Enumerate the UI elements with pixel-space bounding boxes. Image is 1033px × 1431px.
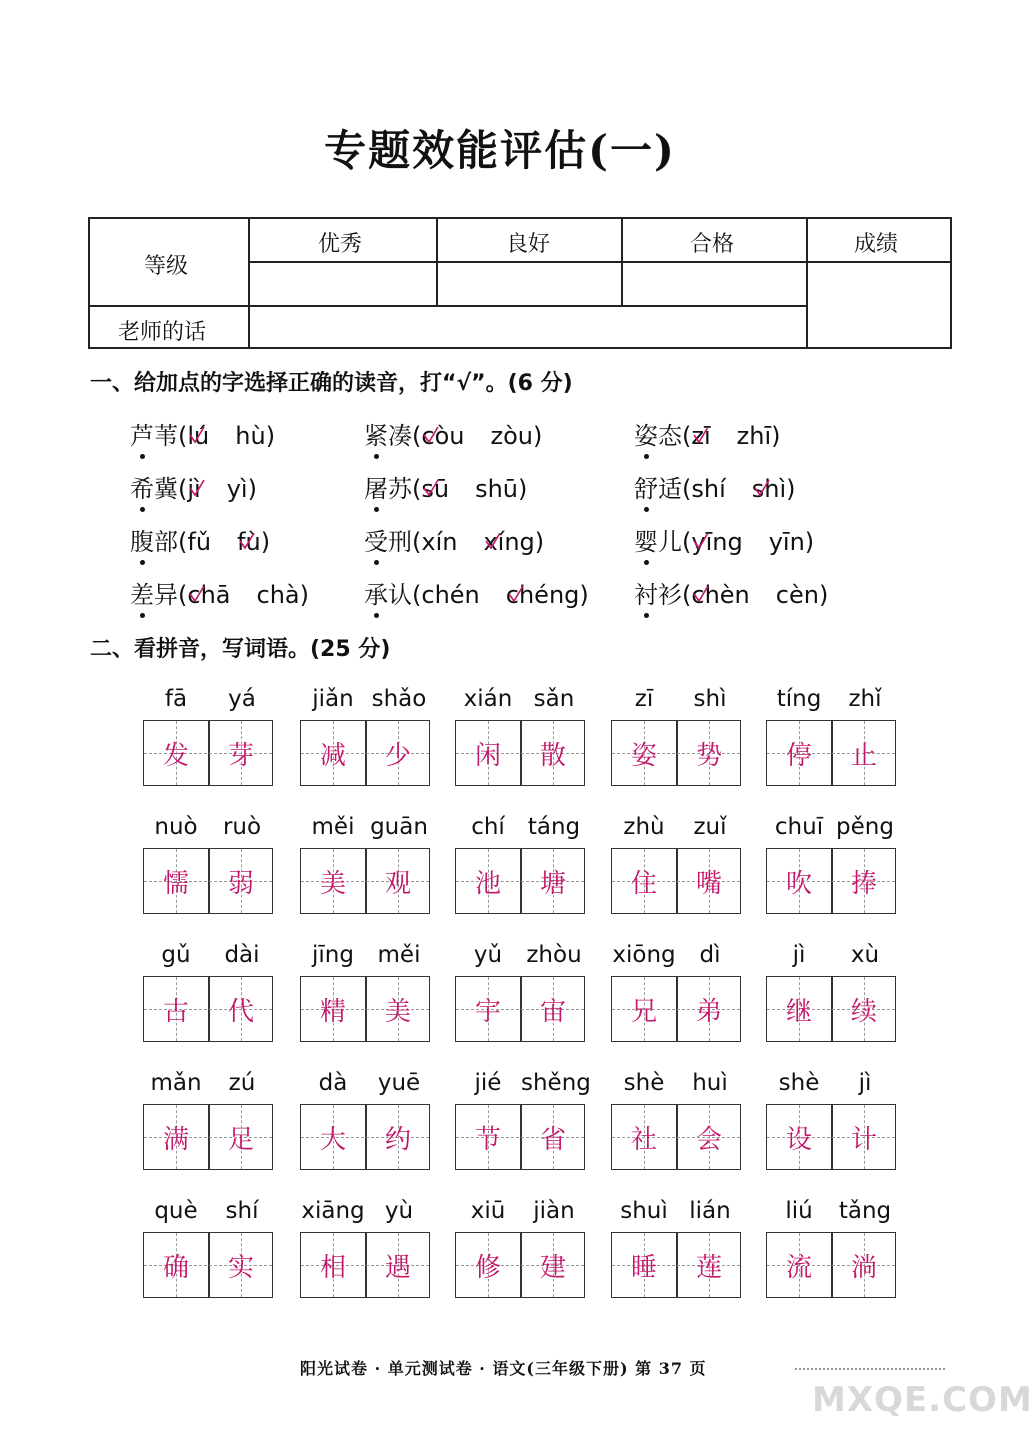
- pinyin-word-group: [300, 814, 432, 928]
- paren-open: (: [178, 528, 188, 556]
- writing-box[interactable]: [455, 848, 585, 914]
- pron-option[interactable]: còu: [421, 422, 465, 450]
- paren-open: (: [178, 422, 188, 450]
- pron-item: [634, 469, 796, 504]
- section1-heading: 一、给加点的字选择正确的读音，打“√”。(6 分): [90, 371, 573, 396]
- pinyin-label: shì: [693, 686, 727, 712]
- section2-heading: 二、看拼音，写词语。(25 分): [90, 637, 391, 662]
- footer-divider: [795, 1368, 945, 1370]
- answer-character: 满: [162, 1125, 189, 1155]
- pron-word: 希冀: [130, 475, 178, 503]
- answer-character: 塘: [539, 869, 566, 899]
- answer-character: 美: [384, 997, 411, 1027]
- pron-option[interactable]: chéng: [505, 581, 580, 609]
- answer-character: 建: [539, 1253, 566, 1283]
- answer-character: 确: [162, 1253, 189, 1283]
- check-mark-icon: [239, 532, 255, 550]
- answer-character: 嘴: [695, 869, 722, 899]
- pinyin-label: táng: [527, 814, 581, 840]
- answer-character: 住: [630, 869, 657, 899]
- header-pass: 合格: [690, 232, 735, 257]
- pinyin-label: jié: [474, 1070, 502, 1096]
- writing-box[interactable]: [300, 976, 430, 1042]
- emphasis-dot: [140, 454, 145, 459]
- writing-box[interactable]: [143, 720, 273, 786]
- answer-character: 观: [384, 869, 411, 899]
- pinyin-label: zhù: [623, 814, 665, 840]
- pinyin-word-group: [766, 1198, 898, 1312]
- answer-character: 捧: [850, 869, 877, 899]
- pron-option[interactable]: shì: [751, 475, 787, 503]
- pinyin-label: huì: [692, 1070, 728, 1096]
- pron-item: [634, 575, 828, 610]
- pinyin-label: pěng: [836, 814, 894, 840]
- paren-open: (: [412, 475, 422, 503]
- emphasis-dot: [140, 560, 145, 565]
- pinyin-label: zī: [634, 686, 654, 712]
- writing-box[interactable]: [611, 976, 741, 1042]
- pron-item: [634, 522, 814, 557]
- emphasis-dot: [374, 507, 379, 512]
- pron-option[interactable]: yì: [226, 475, 248, 503]
- pinyin-word-group: [766, 942, 898, 1056]
- paren-open: (: [178, 581, 188, 609]
- pinyin-word-group: [455, 1070, 591, 1184]
- pinyin-label: xiōng: [612, 942, 676, 968]
- answer-character: 势: [695, 741, 722, 771]
- answer-character: 相: [319, 1253, 346, 1283]
- pinyin-word-group: [143, 1198, 275, 1312]
- answer-character: 古: [162, 997, 189, 1027]
- paren-close: ): [247, 475, 257, 503]
- pinyin-word-group: [455, 1198, 587, 1312]
- answer-character: 减: [319, 741, 346, 771]
- check-mark-icon: [485, 532, 501, 550]
- writing-box[interactable]: [766, 976, 896, 1042]
- writing-box[interactable]: [455, 720, 585, 786]
- pinyin-word-group: [300, 942, 432, 1056]
- answer-character: 止: [850, 741, 877, 771]
- answer-character: 修: [474, 1253, 501, 1283]
- pinyin-label: shuì: [620, 1198, 668, 1224]
- answer-character: 兄: [630, 997, 657, 1027]
- writing-box[interactable]: [766, 1104, 896, 1170]
- pinyin-label: jīng: [312, 942, 354, 968]
- grade-label: 等级: [144, 254, 189, 279]
- paren-close: ): [534, 528, 545, 556]
- emphasis-dot: [374, 613, 379, 618]
- paren-close: ): [771, 422, 781, 450]
- pinyin-label: yǔ: [473, 942, 503, 968]
- pinyin-label: yá: [228, 686, 256, 712]
- pron-option[interactable]: xín: [421, 528, 458, 556]
- pinyin-label: chí: [471, 814, 505, 840]
- pron-option[interactable]: chén: [421, 581, 480, 609]
- answer-character: 代: [227, 997, 254, 1027]
- check-mark-icon: [693, 585, 709, 603]
- writing-box[interactable]: [611, 848, 741, 914]
- pinyin-label: xián: [463, 686, 513, 712]
- writing-box[interactable]: [611, 720, 741, 786]
- pron-item: [364, 416, 542, 451]
- answer-character: 省: [539, 1125, 566, 1155]
- pinyin-label: lián: [689, 1198, 731, 1224]
- pron-word: 腹部: [130, 528, 178, 556]
- emphasis-dot: [644, 560, 649, 565]
- pinyin-label: shěng: [521, 1070, 591, 1096]
- paren-close: ): [265, 422, 276, 450]
- pinyin-label: dài: [224, 942, 260, 968]
- writing-box[interactable]: [455, 976, 585, 1042]
- teacher-comment-label: 老师的话: [118, 320, 207, 345]
- check-mark-icon: [754, 479, 770, 497]
- pinyin-word-group: [300, 1198, 432, 1312]
- emphasis-dot: [644, 507, 649, 512]
- answer-character: 精: [319, 997, 346, 1027]
- pinyin-label: tǎng: [838, 1198, 892, 1224]
- answer-character: 懦: [162, 869, 189, 899]
- pinyin-label: jì: [792, 942, 806, 968]
- answer-character: 社: [630, 1125, 657, 1155]
- answer-character: 池: [474, 869, 501, 899]
- pinyin-label: xù: [850, 942, 880, 968]
- answer-character: 散: [539, 741, 566, 771]
- writing-box[interactable]: [455, 1232, 585, 1298]
- pron-option[interactable]: cèn: [775, 581, 819, 609]
- pron-item: [130, 575, 309, 610]
- writing-box[interactable]: [766, 720, 896, 786]
- pinyin-word-group: [611, 1198, 743, 1312]
- pron-item: [130, 416, 275, 451]
- answer-character: 姿: [630, 741, 657, 771]
- pinyin-label: měi: [311, 814, 355, 840]
- answer-character: 约: [384, 1125, 411, 1155]
- pinyin-label: liú: [785, 1198, 813, 1224]
- answer-character: 吹: [785, 869, 812, 899]
- answer-character: 停: [785, 741, 812, 771]
- pron-option[interactable]: yīn: [768, 528, 805, 556]
- paren-open: (: [412, 581, 422, 609]
- check-mark-icon: [693, 426, 709, 444]
- answer-character: 流: [785, 1253, 812, 1283]
- answer-character: 莲: [695, 1253, 722, 1283]
- pron-option[interactable]: yīng: [691, 528, 743, 556]
- paren-close: ): [260, 528, 271, 556]
- pron-word: 衬衫: [634, 581, 682, 609]
- pinyin-label: měi: [377, 942, 421, 968]
- answer-character: 计: [850, 1125, 877, 1155]
- pinyin-label: shè: [778, 1070, 820, 1096]
- pinyin-word-group: [611, 942, 743, 1056]
- pinyin-label: fā: [164, 686, 188, 712]
- answer-character: 少: [384, 741, 411, 771]
- writing-box[interactable]: [611, 1104, 741, 1170]
- pinyin-label: zhǐ: [848, 686, 882, 712]
- check-mark-icon: [423, 479, 439, 497]
- answer-character: 宇: [474, 997, 501, 1027]
- pinyin-label: guān: [370, 814, 428, 840]
- pinyin-label: dà: [318, 1070, 348, 1096]
- pinyin-label: jì: [858, 1070, 872, 1096]
- writing-box[interactable]: [300, 1104, 430, 1170]
- grade-table: [88, 217, 952, 349]
- paren-open: (: [682, 528, 692, 556]
- pinyin-label: yù: [384, 1198, 414, 1224]
- pinyin-word-group: [143, 814, 275, 928]
- pinyin-word-group: [455, 942, 587, 1056]
- emphasis-dot: [644, 454, 649, 459]
- answer-character: 弟: [695, 997, 722, 1027]
- pron-option[interactable]: sū: [421, 475, 450, 503]
- writing-box[interactable]: [611, 1232, 741, 1298]
- pron-word: 屠苏: [364, 475, 412, 503]
- answer-character: 会: [695, 1125, 722, 1155]
- answer-character: 续: [850, 997, 877, 1027]
- answer-character: 发: [162, 741, 189, 771]
- pinyin-label: xiāng: [301, 1198, 365, 1224]
- paren-close: ): [299, 581, 309, 609]
- pinyin-label: mǎn: [150, 1070, 202, 1096]
- writing-box[interactable]: [300, 848, 430, 914]
- pron-word: 芦苇: [130, 422, 178, 450]
- answer-character: 大: [319, 1125, 346, 1155]
- answer-character: 弱: [227, 869, 254, 899]
- paren-close: ): [818, 581, 829, 609]
- writing-box[interactable]: [143, 976, 273, 1042]
- pron-option[interactable]: shí: [691, 475, 726, 503]
- watermark: MXQE.COM: [812, 1380, 1033, 1420]
- pron-option[interactable]: zī: [691, 422, 711, 450]
- check-mark-icon: [423, 426, 439, 444]
- pinyin-word-group: [611, 1070, 743, 1184]
- pinyin-label: gǔ: [161, 942, 191, 968]
- writing-box[interactable]: [455, 1104, 585, 1170]
- answer-character: 闲: [474, 741, 501, 771]
- pinyin-word-group: [766, 686, 898, 800]
- paren-open: (: [412, 422, 422, 450]
- answer-character: 实: [227, 1253, 254, 1283]
- pinyin-label: zhòu: [526, 942, 582, 968]
- writing-box[interactable]: [300, 1232, 430, 1298]
- answer-character: 芽: [227, 741, 254, 771]
- writing-box[interactable]: [300, 720, 430, 786]
- pron-option[interactable]: hù: [235, 422, 266, 450]
- pinyin-word-group: [143, 686, 275, 800]
- paren-close: ): [579, 581, 589, 609]
- pron-word: 差异: [130, 581, 178, 609]
- emphasis-dot: [374, 454, 379, 459]
- pron-word: 婴儿: [634, 528, 682, 556]
- check-mark-icon: [508, 585, 524, 603]
- writing-box[interactable]: [143, 1232, 273, 1298]
- paren-open: (: [682, 581, 692, 609]
- pron-word: 姿态: [634, 422, 682, 450]
- pinyin-label: sǎn: [533, 686, 575, 712]
- pinyin-label: jiàn: [533, 1198, 575, 1224]
- emphasis-dot: [140, 507, 145, 512]
- paren-open: (: [178, 475, 188, 503]
- pinyin-label: tíng: [776, 686, 822, 712]
- answer-character: 节: [474, 1125, 501, 1155]
- writing-box[interactable]: [143, 1104, 273, 1170]
- pron-item: [130, 469, 257, 504]
- pron-option[interactable]: zhī: [736, 422, 772, 450]
- pinyin-label: què: [154, 1198, 198, 1224]
- pinyin-word-group: [300, 1070, 432, 1184]
- emphasis-dot: [374, 560, 379, 565]
- answer-character: 淌: [850, 1253, 877, 1283]
- answer-character: 足: [227, 1125, 254, 1155]
- pinyin-word-group: [766, 1070, 898, 1184]
- pron-word: 紧凑: [364, 422, 412, 450]
- paren-close: ): [786, 475, 796, 503]
- paren-open: (: [682, 422, 692, 450]
- pron-option[interactable]: zòu: [490, 422, 533, 450]
- header-excellent: 优秀: [318, 232, 363, 257]
- pinyin-label: dì: [699, 942, 721, 968]
- pinyin-label: chuī: [774, 814, 824, 840]
- paren-open: (: [412, 528, 422, 556]
- answer-character: 美: [319, 869, 346, 899]
- pinyin-label: yuē: [377, 1070, 421, 1096]
- answer-character: 睡: [630, 1253, 657, 1283]
- header-good: 良好: [506, 232, 551, 257]
- check-mark-icon: [693, 532, 709, 550]
- pinyin-word-group: [143, 942, 275, 1056]
- pron-item: [364, 469, 527, 504]
- writing-box[interactable]: [143, 848, 273, 914]
- answer-character: 设: [785, 1125, 812, 1155]
- pron-option[interactable]: chā: [187, 581, 231, 609]
- pron-option[interactable]: fù: [237, 528, 261, 556]
- answer-character: 遇: [384, 1253, 411, 1283]
- pinyin-label: shí: [225, 1198, 259, 1224]
- paren-close: ): [532, 422, 543, 450]
- pinyin-label: zuǐ: [693, 814, 727, 840]
- pron-option[interactable]: fǔ: [187, 528, 212, 556]
- pron-option[interactable]: shū: [475, 475, 519, 503]
- pron-item: [364, 522, 544, 557]
- pinyin-word-group: [143, 1070, 275, 1184]
- answer-character: 宙: [539, 997, 566, 1027]
- pron-option[interactable]: lú: [187, 422, 210, 450]
- pinyin-word-group: [455, 814, 587, 928]
- emphasis-dot: [644, 613, 649, 618]
- pron-item: [634, 416, 781, 451]
- pinyin-word-group: [455, 686, 587, 800]
- answer-character: 继: [785, 997, 812, 1027]
- pinyin-label: jiǎn: [312, 686, 354, 712]
- paren-close: ): [804, 528, 815, 556]
- pinyin-label: shè: [623, 1070, 665, 1096]
- pinyin-label: nuò: [154, 814, 198, 840]
- footer-text: 阳光试卷 · 单元测试卷 · 语文(三年级下册) 第 37 页: [300, 1359, 707, 1378]
- paren-open: (: [682, 475, 692, 503]
- check-mark-icon: [189, 479, 205, 497]
- pinyin-word-group: [766, 814, 898, 928]
- pinyin-word-group: [300, 686, 432, 800]
- paren-close: ): [518, 475, 528, 503]
- page-title: 专题效能评估(一): [324, 126, 676, 175]
- pron-option[interactable]: jì: [187, 475, 200, 503]
- pron-word: 受刑: [364, 528, 412, 556]
- pron-word: 舒适: [634, 475, 682, 503]
- pinyin-word-group: [611, 686, 743, 800]
- pron-item: [130, 522, 270, 557]
- pinyin-label: xiū: [470, 1198, 506, 1224]
- pron-word: 承认: [364, 581, 412, 609]
- pinyin-label: shǎo: [371, 686, 427, 712]
- header-score: 成绩: [854, 232, 899, 257]
- pron-option[interactable]: xíng: [483, 528, 535, 556]
- pinyin-label: ruò: [222, 814, 262, 840]
- check-mark-icon: [189, 426, 205, 444]
- writing-box[interactable]: [766, 1232, 896, 1298]
- pron-option[interactable]: chà: [256, 581, 300, 609]
- pinyin-label: zú: [228, 1070, 256, 1096]
- pron-item: [364, 575, 589, 610]
- emphasis-dot: [140, 613, 145, 618]
- pron-option[interactable]: chèn: [691, 581, 750, 609]
- check-mark-icon: [189, 585, 205, 603]
- pinyin-word-group: [611, 814, 743, 928]
- writing-box[interactable]: [766, 848, 896, 914]
